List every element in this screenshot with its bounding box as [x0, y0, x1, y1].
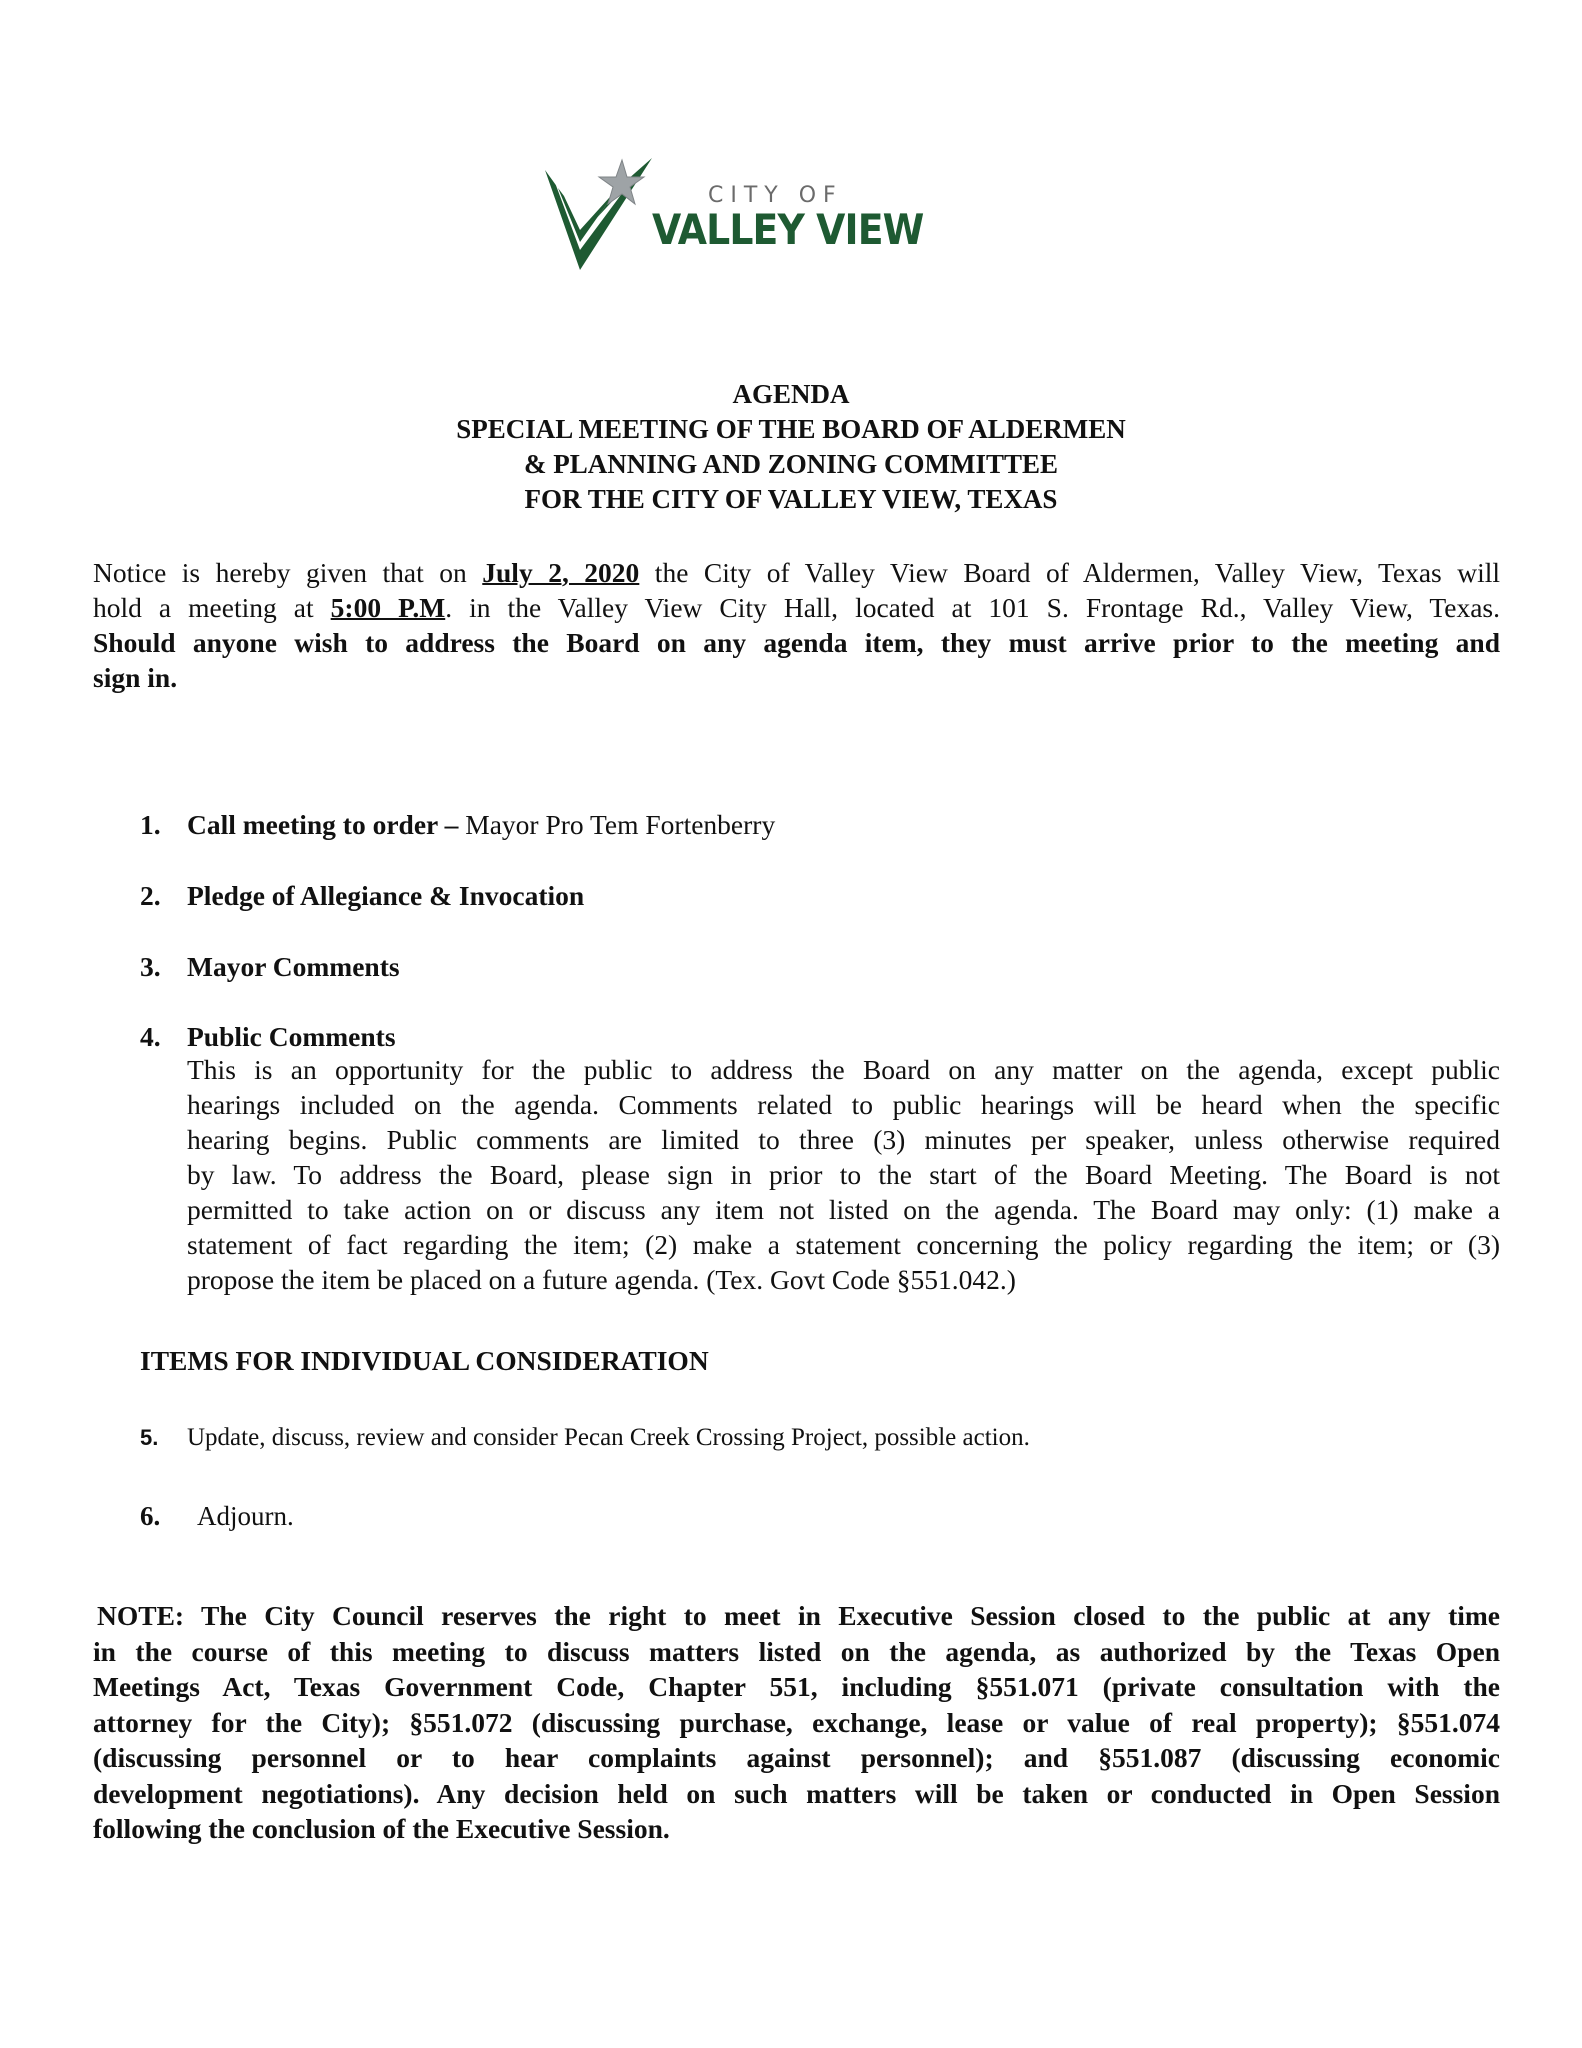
item-label: Pledge of Allegiance & Invocation [187, 880, 585, 911]
notice-line [93, 590, 1500, 625]
body-line: This is an opportunity for the public to address the Board on any matter on the agenda, except public [187, 1054, 1500, 1085]
sign-in-instruction: Should anyone wish to address the Board on any agenda item, they must arrive prior to the meeting and [93, 627, 1500, 658]
body-line: permitted to take action on or discuss any item not listed on the agenda. The Board may only: (1) make a [187, 1194, 1500, 1225]
title-line: SPECIAL MEETING OF THE BOARD OF ALDERMEN [456, 414, 1126, 444]
item-detail: Mayor Pro Tem Fortenberry [458, 809, 776, 840]
meeting-notice [93, 555, 1500, 695]
city-logo [540, 150, 940, 280]
notice-text: the City of Valley View Board of Aldermen, Valley View, Texas will [639, 557, 1500, 588]
body-line: hearings included on the agenda. Comments related to public hearings will be heard when the specific [187, 1089, 1500, 1120]
agenda-item-5 [140, 1420, 1030, 1455]
section-heading-individual-consideration: ITEMS FOR INDIVIDUAL CONSIDERATION [140, 1345, 709, 1376]
notice-line [93, 555, 1500, 590]
note-line: in the course of this meeting to discuss matters listed on the agenda, as authorized by the Texas Open [93, 1635, 1500, 1667]
item-number: 5. [140, 1425, 159, 1450]
item-number: 3. [140, 951, 161, 982]
note-line: following the conclusion of the Executive Session. [93, 1813, 670, 1844]
agenda-item-1 [140, 807, 775, 842]
title-line: & PLANNING AND ZONING COMMITTEE [523, 449, 1059, 479]
agenda-item-2 [140, 878, 584, 913]
notice-text: hold a meeting at [93, 592, 331, 623]
notice-text: . in the Valley View City Hall, located at 101 S. Frontage Rd., Valley View, Texas. [445, 592, 1500, 623]
agenda-item-4 [140, 1019, 396, 1054]
item-number: 6. [140, 1501, 161, 1531]
agenda-item-6 [140, 1499, 294, 1534]
body-line: statement of fact regarding the item; (2) make a statement concerning the policy regarding the item; or (3) [187, 1229, 1500, 1260]
sign-in-instruction: sign in. [93, 662, 178, 693]
item-label: Mayor Comments [187, 951, 400, 982]
item-number: 2. [140, 880, 161, 911]
agenda-item-3 [140, 949, 400, 984]
meeting-time: 5:00 P.M [330, 592, 446, 623]
agenda-title [0, 377, 1582, 517]
note-line: attorney for the City); §551.072 (discussing purchase, exchange, lease or value of real property); §551.074 [93, 1706, 1500, 1738]
body-line: hearing begins. Public comments are limited to three (3) minutes per speaker, unless otherwise required [187, 1124, 1500, 1155]
executive-session-note [93, 1598, 1500, 1847]
item-label: Adjourn. [197, 1501, 294, 1531]
body-line: propose the item be placed on a future agenda. (Tex. Govt Code §551.042.) [187, 1264, 1016, 1295]
checkmark-star-logo-icon [540, 150, 660, 280]
note-line: NOTE: The City Council reserves the right to meet in Executive Session closed to the public at any time [97, 1600, 1500, 1631]
note-line: Meetings Act, Texas Government Code, Chapter 551, including §551.071 (private consultation with the [93, 1671, 1500, 1702]
title-line: FOR THE CITY OF VALLEY VIEW, TEXAS [524, 484, 1058, 514]
item-label: Update, discuss, review and consider Pecan Creek Crossing Project, possible action. [187, 1424, 1030, 1451]
note-line: (discussing personnel or to hear complaints against personnel); and §551.087 (discussing economic [93, 1742, 1500, 1773]
item-label: Public Comments [187, 1021, 396, 1052]
item-number: 1. [140, 809, 161, 840]
item-number: 4. [140, 1021, 161, 1052]
item-label: Call meeting to order – [187, 809, 459, 840]
body-line: by law. To address the Board, please sign in prior to the start of the Board Meeting. The Board is not [187, 1159, 1500, 1190]
public-comments-description [187, 1052, 1500, 1297]
note-line: development negotiations). Any decision held on such matters will be taken or conducted in Open Session [93, 1777, 1500, 1809]
logo-city-of-text: CITY OF [708, 183, 843, 208]
notice-text: Notice is hereby given that on [93, 557, 483, 588]
title-line: AGENDA [732, 379, 850, 409]
logo-valley-view-text: VALLEY VIEW [652, 205, 924, 254]
meeting-date: July 2, 2020 [482, 557, 640, 588]
